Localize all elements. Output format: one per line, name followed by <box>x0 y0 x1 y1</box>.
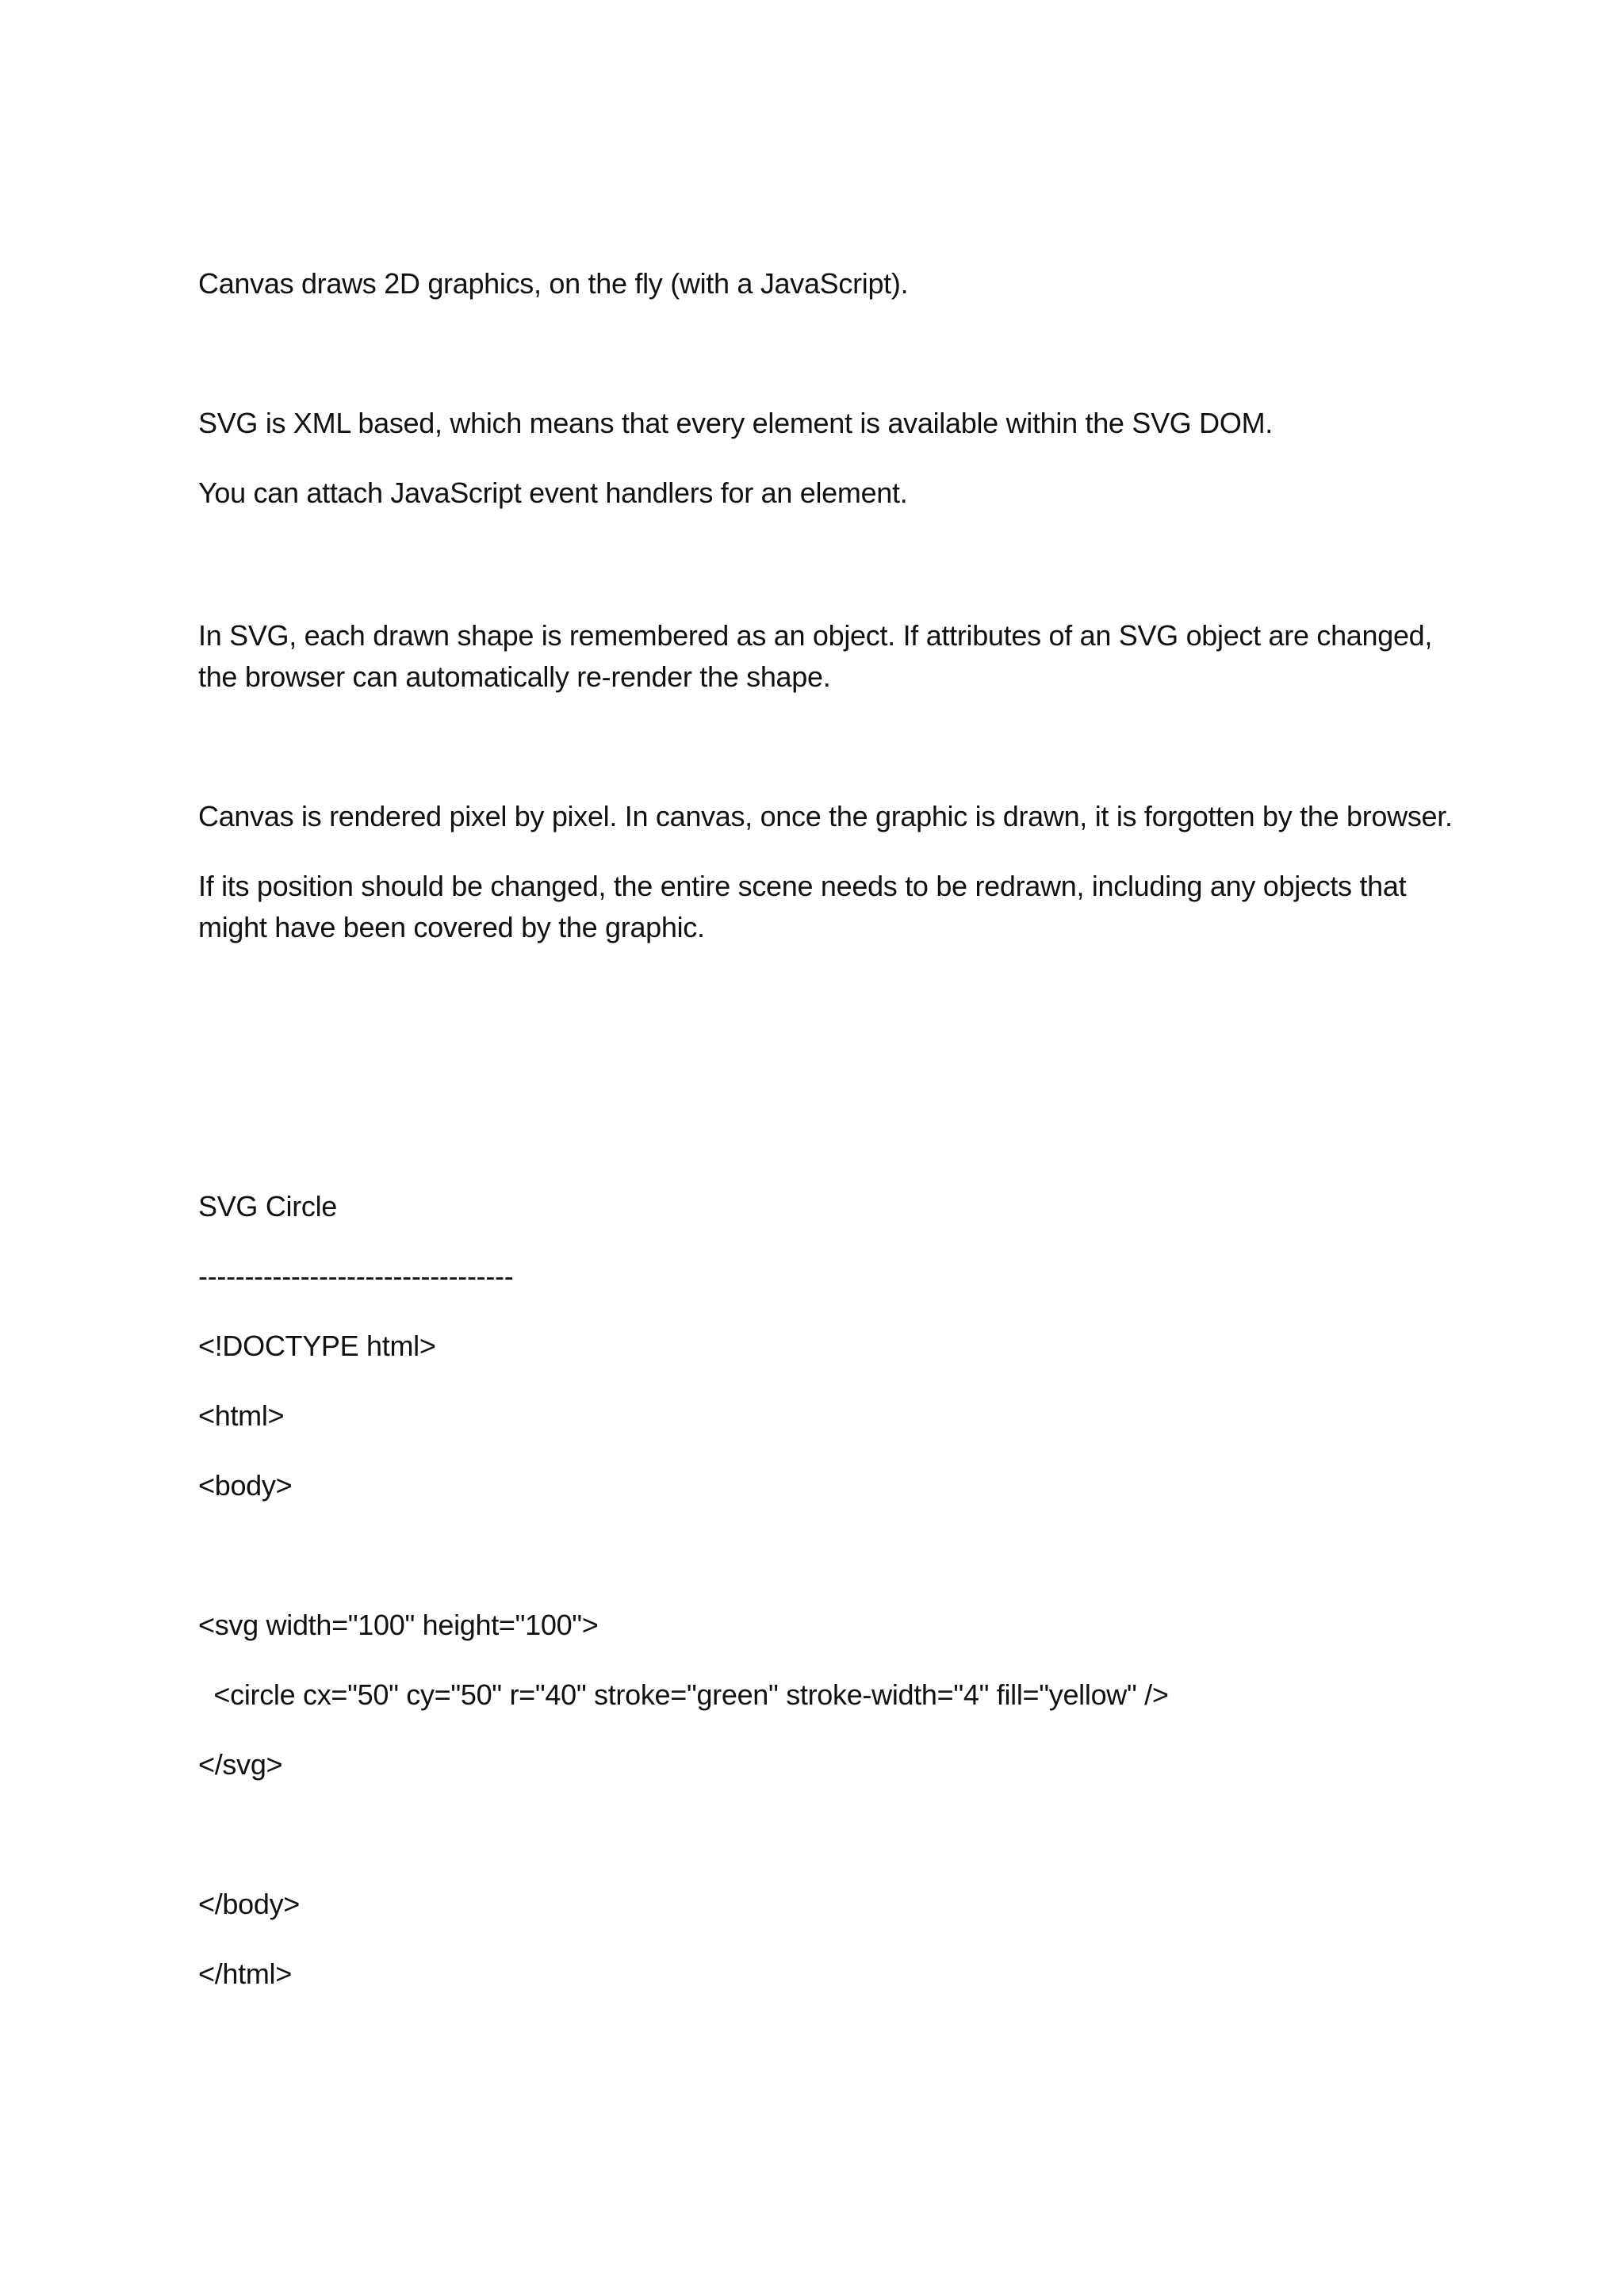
paragraph-svg-xml: SVG is XML based, which means that every element is available within the SVG DOM. <box>198 407 1273 439</box>
code-line-body-close: </body> <box>198 1888 301 1920</box>
paragraph-svg-objects-line-1: In SVG, each drawn shape is remembered as an object. If attributes of an SVG object are changed, <box>198 619 1433 652</box>
code-line-svg-open: <svg width="100" height="100"> <box>198 1609 599 1641</box>
code-line-circle: <circle cx="50" cy="50" r="40" stroke="green" stroke-width="4" fill="yellow" /> <box>198 1678 1169 1711</box>
section-heading: SVG Circle <box>198 1190 338 1223</box>
paragraph-redraw-line-2: might have been covered by the graphic. <box>198 911 705 943</box>
paragraph-canvas-pixels: Canvas is rendered pixel by pixel. In canvas, once the graphic is drawn, it is forgotten by the browser. <box>198 800 1453 832</box>
code-line-html-close: </html> <box>198 1957 292 1990</box>
code-line-svg-close: </svg> <box>198 1748 283 1781</box>
paragraph-redraw-line-1: If its position should be changed, the entire scene needs to be redrawn, including any objects that <box>198 870 1407 902</box>
separator-line: ---------------------------------- <box>198 1260 514 1292</box>
code-line-doctype: <!DOCTYPE html> <box>198 1330 436 1362</box>
paragraph-event-handlers: You can attach JavaScript event handlers for an element. <box>198 476 908 509</box>
paragraph-canvas-intro: Canvas draws 2D graphics, on the fly (with a JavaScript). <box>198 267 909 300</box>
code-line-body-open: <body> <box>198 1469 293 1502</box>
paragraph-svg-objects-line-2: the browser can automatically re-render the shape. <box>198 660 831 693</box>
code-line-html-open: <html> <box>198 1399 285 1432</box>
